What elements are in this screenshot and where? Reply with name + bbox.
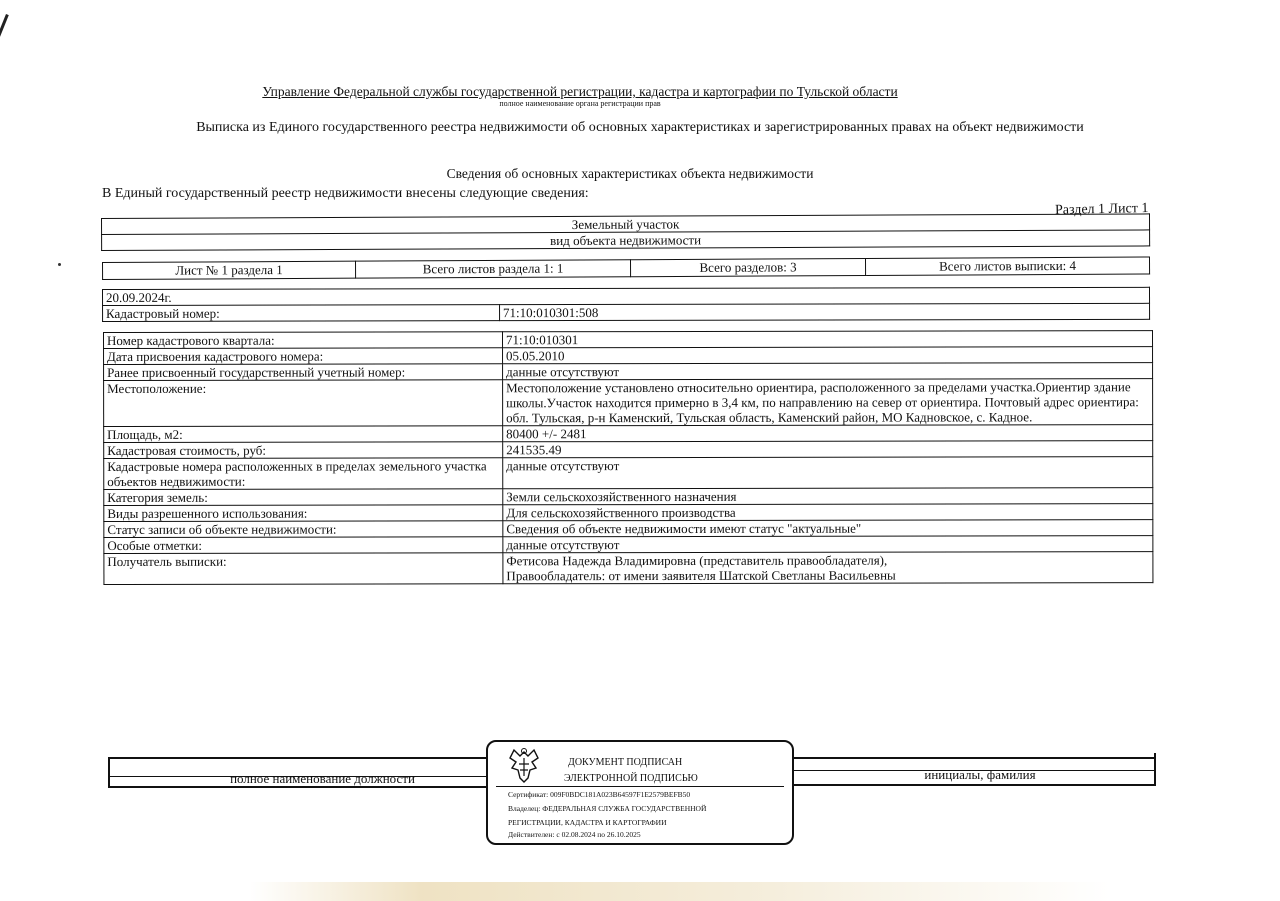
stamp-title: ДОКУМЕНТ ПОДПИСАН: [568, 757, 683, 768]
signature-right-edge: [1154, 753, 1156, 785]
row-label: Местоположение:: [104, 380, 503, 427]
table-row: [104, 347, 1153, 365]
sheet-info-table: [102, 257, 1150, 280]
row-label: Дата присвоения кадастрового номера:: [104, 348, 503, 365]
position-label: полное наименование должности: [230, 771, 415, 786]
table-row: [104, 441, 1153, 459]
row-value: Для сельскохозяйственного производства: [503, 504, 1153, 521]
table-row: [104, 425, 1153, 443]
row-value: данные отсутствуют: [503, 457, 1153, 489]
row-label: Статус записи об объекте недвижимости:: [104, 521, 503, 538]
organization-name: Управление Федеральной службы государственной регистрации, кадастра и картографии по Тульской области: [262, 84, 898, 99]
intro-text: В Единый государственный реестр недвижимости внесены следующие сведения:: [102, 186, 589, 201]
row-value: 05.05.2010: [503, 347, 1153, 364]
table-row: [104, 379, 1153, 427]
recipient-line-1: Фетисова Надежда Владимировна (представитель правообладателя),: [506, 552, 888, 569]
cadastral-number-label: Кадастровый номер:: [103, 305, 500, 322]
date-table: [102, 287, 1150, 322]
eagle-emblem-icon: [504, 746, 544, 788]
sheets-total: Всего листов выписки: 4: [865, 257, 1149, 275]
pen-mark: [0, 14, 9, 60]
row-label: Кадастровая стоимость, руб:: [104, 442, 503, 459]
row-label: Виды разрешенного использования:: [104, 505, 503, 522]
row-value: 71:10:010301: [503, 331, 1153, 348]
row-label: Получатель выписки:: [104, 553, 503, 585]
stamp-divider: [496, 786, 784, 787]
row-value: 80400 +/- 2481: [503, 425, 1153, 442]
sheets-in-section: Всего листов раздела 1: 1: [355, 260, 630, 278]
cadastral-number-value: 71:10:010301:508: [500, 303, 1150, 320]
row-value: 241535.49: [503, 441, 1153, 458]
sections-total: Всего разделов: 3: [630, 259, 865, 277]
organization-caption: полное наименование органа регистрации прав: [499, 99, 661, 108]
speck: [58, 263, 61, 266]
sheet-number: Лист № 1 раздела 1: [103, 261, 356, 279]
row-value: данные отсутствуют: [503, 536, 1153, 553]
section-reference: Раздел 1 Лист 1: [1054, 201, 1149, 218]
row-value: Местоположение установлено относительно ориентира, расположенного за пределами участка.Ориентир здание школы.Участок находится примерно в 3,4 км, по направлению на север от ориентира. Почтовый адрес ориентира: обл. Тульская, р-н Каменский, Тульская область, Каменский район, МО Кадновское, с. Кадное.: [503, 379, 1153, 426]
row-value: [503, 552, 1153, 584]
table-row: [104, 504, 1153, 522]
scan-smudge: [250, 882, 1110, 901]
stamp-owner-line-2: РЕГИСТРАЦИИ, КАДАСТРА И КАРТОГРАФИИ: [508, 818, 667, 827]
row-value: данные отсутствуют: [503, 363, 1153, 380]
row-label: Ранее присвоенный государственный учетный номер:: [104, 364, 503, 381]
table-row: [104, 536, 1153, 554]
stamp-owner-line-1: Владелец: ФЕДЕРАЛЬНАЯ СЛУЖБА ГОСУДАРСТВЕННОЙ: [508, 804, 707, 813]
row-label: Категория земель:: [104, 489, 503, 506]
table-row: [104, 363, 1153, 381]
electronic-signature-stamp: [486, 740, 794, 845]
row-label: Кадастровые номера расположенных в пределах земельного участка объектов недвижимости:: [104, 458, 503, 490]
section-heading: Сведения об основных характеристиках объекта недвижимости: [446, 166, 814, 181]
object-type-table: [101, 213, 1150, 251]
stamp-subtitle: ЭЛЕКТРОННОЙ ПОДПИСЬЮ: [564, 773, 698, 784]
object-type-caption: вид объекта недвижимости: [102, 230, 1150, 251]
table-row: [104, 520, 1153, 538]
stamp-certificate: Сертификат: 009F0BDC181A023B64597F1E2579BEFB50: [508, 790, 691, 799]
row-label: Особые отметки:: [104, 537, 503, 554]
recipient-line-2: Правообладатель: от имени заявителя Шатской Светланы Васильевны: [506, 567, 896, 584]
table-row: [104, 457, 1153, 490]
row-value: Земли сельскохозяйственного назначения: [503, 488, 1153, 505]
object-type: Земельный участок: [102, 214, 1150, 235]
row-value: Сведения об объекте недвижимости имеют статус "актуальные": [503, 520, 1153, 537]
stamp-validity: Действителен: с 02.08.2024 по 26.10.2025: [508, 830, 641, 839]
table-row: [104, 488, 1153, 506]
signature-bottom-line-right: [790, 784, 1156, 786]
table-row: [104, 552, 1153, 585]
extract-title: Выписка из Единого государственного реестра недвижимости об основных характеристиках и зарегистрированных правах на объект недвижимости: [196, 120, 1084, 135]
name-label: инициалы, фамилия: [924, 767, 1036, 782]
characteristics-table: [103, 330, 1153, 585]
row-label: Номер кадастрового квартала:: [104, 332, 503, 349]
extract-date: 20.09.2024г.: [103, 287, 1150, 305]
table-row: [104, 331, 1153, 349]
row-label: Площадь, м2:: [104, 426, 503, 443]
